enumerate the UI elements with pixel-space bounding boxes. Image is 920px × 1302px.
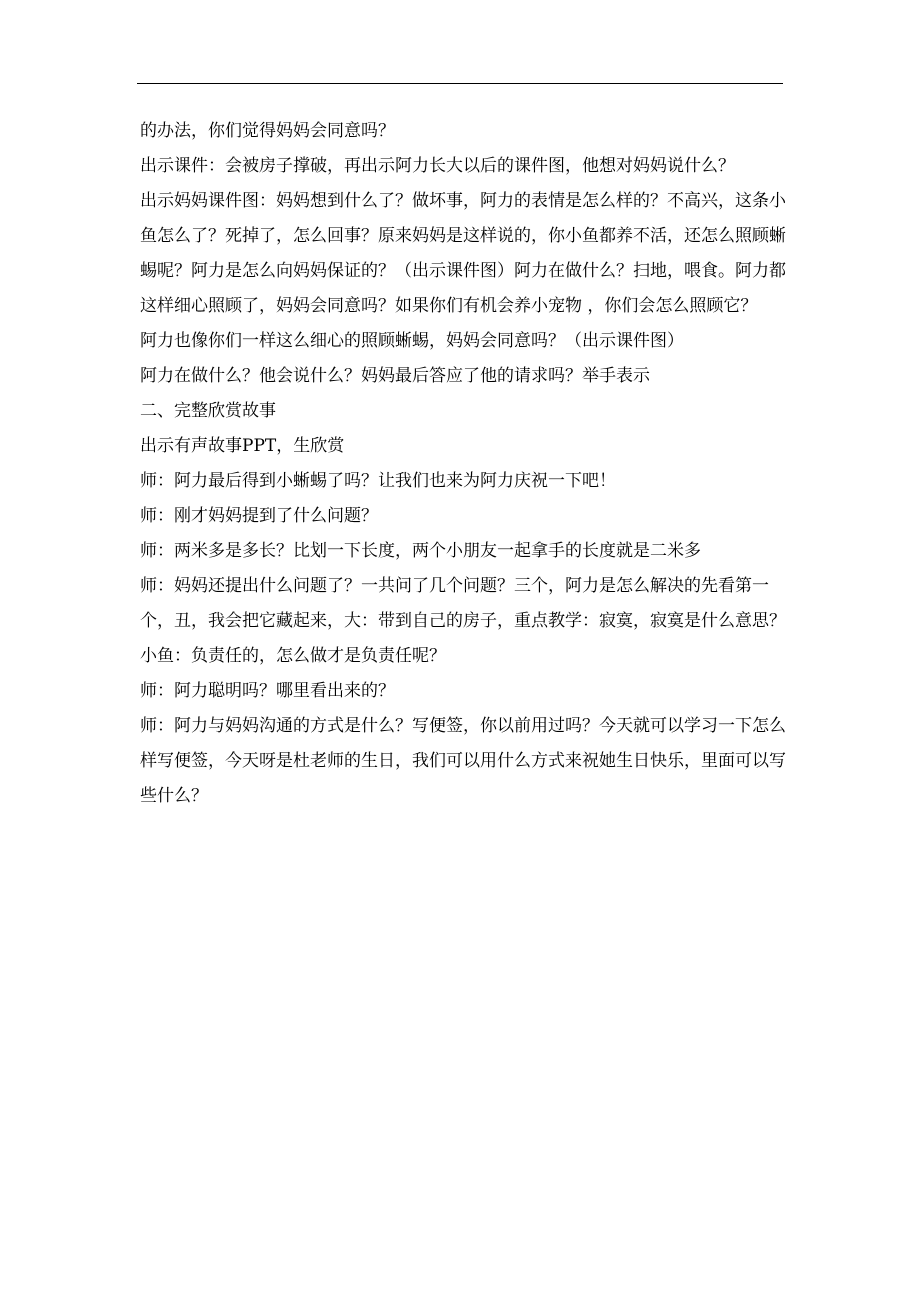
paragraph: 阿力也像你们一样这么细心的照顾蜥蜴，妈妈会同意吗？（出示课件图）: [140, 331, 684, 351]
section-heading: 二、完整欣赏故事: [140, 401, 276, 421]
paragraph: 出示课件：会被房子撑破，再出示阿力长大以后的课件图，他想对妈妈说什么？: [140, 156, 735, 176]
header-rule: [137, 83, 783, 84]
paragraph: 师：阿力聪明吗？哪里看出来的？: [140, 681, 395, 701]
paragraph: 的办法，你们觉得妈妈会同意吗？: [140, 121, 395, 141]
paragraph: 师：阿力与妈妈沟通的方式是什么？写便签，你以前用过吗？今天就可以学习一下怎么样写便签，今天呀是杜老师的生日，我们可以用什么方式来祝她生日快乐，里面可以写些什么？: [140, 716, 786, 806]
paragraph: 师：两米多是多长？比划一下长度，两个小朋友一起拿手的长度就是二米多: [140, 541, 701, 561]
paragraph: 出示妈妈课件图：妈妈想到什么了？做坏事，阿力的表情是怎么样的？不高兴，这条小鱼怎么了？死掉了，怎么回事？原来妈妈是这样说的，你小鱼都养不活，还怎么照顾蜥蜴呢？阿力是怎么向妈妈保证的？（出示课件图）阿力在做什么？扫地，喂食。阿力都这样细心照顾了，妈妈会同意吗？如果你们有机会养小宠物 ，你们会怎么照顾它？: [140, 191, 786, 316]
paragraph: 出示有声故事PPT，生欣赏: [140, 436, 345, 456]
paragraph: 师：妈妈还提出什么问题了？一共问了几个问题？三个，阿力是怎么解决的先看第一个，丑，我会把它藏起来，大：带到自己的房子，重点教学：寂寞，寂寞是什么意思？小鱼：负责任的，怎么做才是负责任呢？: [140, 576, 786, 666]
paragraph: 师：阿力最后得到小蜥蜴了吗？让我们也来为阿力庆祝一下吧！: [140, 471, 616, 491]
paragraph: 师：刚才妈妈提到了什么问题？: [140, 506, 378, 526]
paragraph: 阿力在做什么？他会说什么？妈妈最后答应了他的请求吗？举手表示: [140, 366, 650, 386]
document-body: [140, 114, 790, 814]
